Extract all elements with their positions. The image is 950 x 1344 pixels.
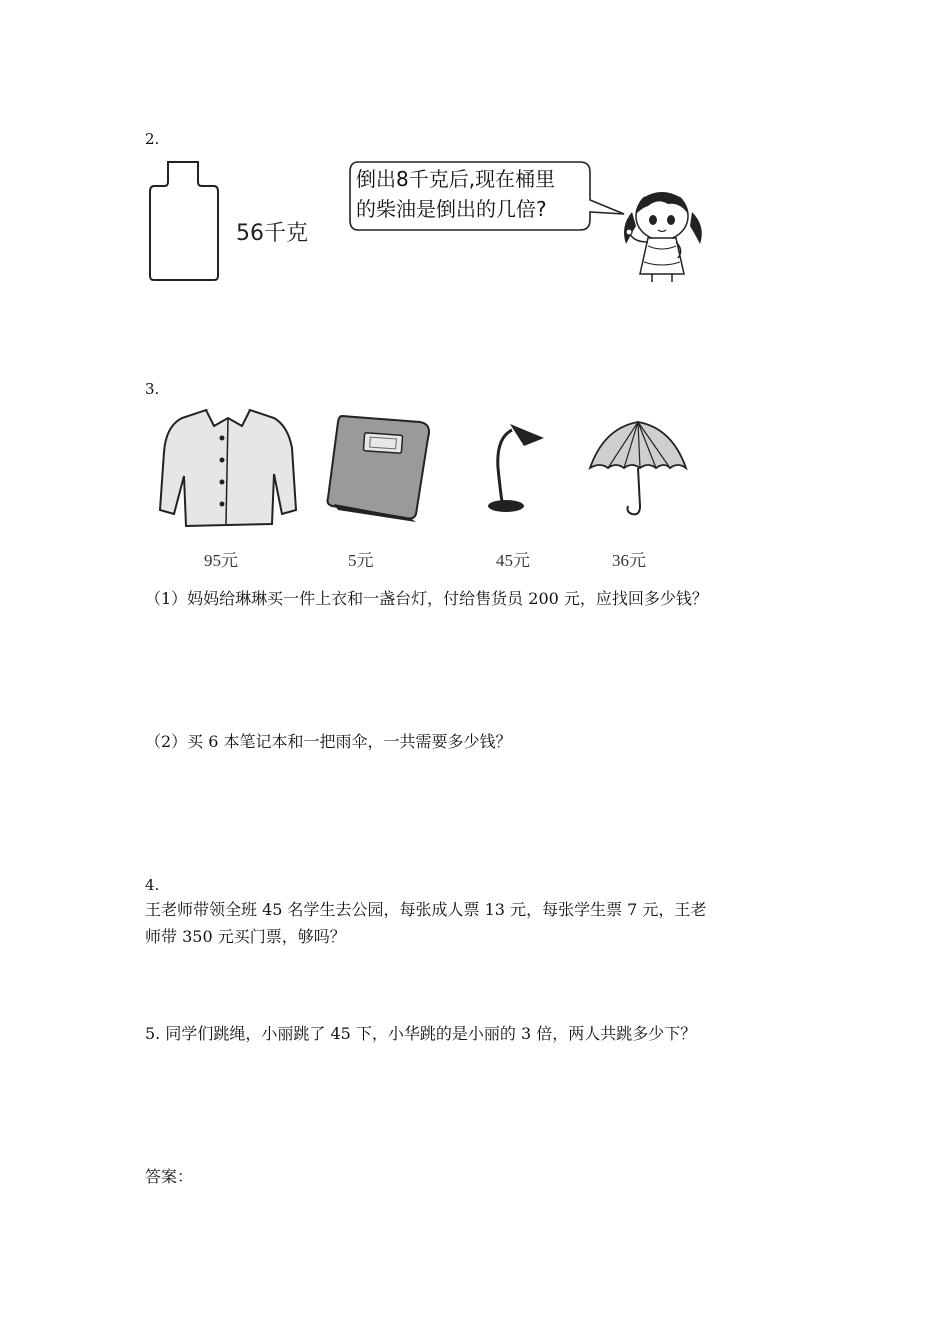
girl-illustration xyxy=(618,186,708,284)
q3-sub-question-2: （2）买 6 本笔记本和一把雨伞，一共需要多少钱？ xyxy=(145,732,512,751)
shirt-illustration xyxy=(156,404,298,530)
lamp-illustration xyxy=(484,418,548,514)
q4-line-1: 王老师带领全班 45 名学生去公园，每张成人票 13 元，每张学生票 7 元，王老 xyxy=(145,900,707,919)
price-notebook: 5元 xyxy=(348,551,374,570)
q2-number: 2. xyxy=(145,130,160,148)
umbrella-illustration xyxy=(588,420,690,520)
price-shirt: 95元 xyxy=(204,551,238,570)
bubble-line-1: 倒出8千克后,现在桶里 xyxy=(356,167,556,191)
bottle-illustration xyxy=(146,158,222,284)
q5-text: 5. 同学们跳绳，小丽跳了 45 下，小华跳的是小丽的 3 倍，两人共跳多少下？ xyxy=(145,1024,697,1043)
price-umbrella: 36元 xyxy=(612,551,646,570)
q4-number: 4. xyxy=(145,876,160,894)
bubble-line-2: 的柴油是倒出的几倍? xyxy=(356,197,547,221)
answer-label: 答案： xyxy=(145,1167,194,1186)
notebook-illustration xyxy=(324,414,438,522)
bottle-weight-label: 56千克 xyxy=(236,221,308,246)
q3-sub-question-1: （1）妈妈给琳琳买一件上衣和一盏台灯，付给售货员 200 元，应找回多少钱？ xyxy=(145,589,708,608)
price-lamp: 45元 xyxy=(496,551,530,570)
q3-number: 3. xyxy=(145,380,160,398)
q4-line-2: 师带 350 元买门票，够吗？ xyxy=(145,927,346,946)
